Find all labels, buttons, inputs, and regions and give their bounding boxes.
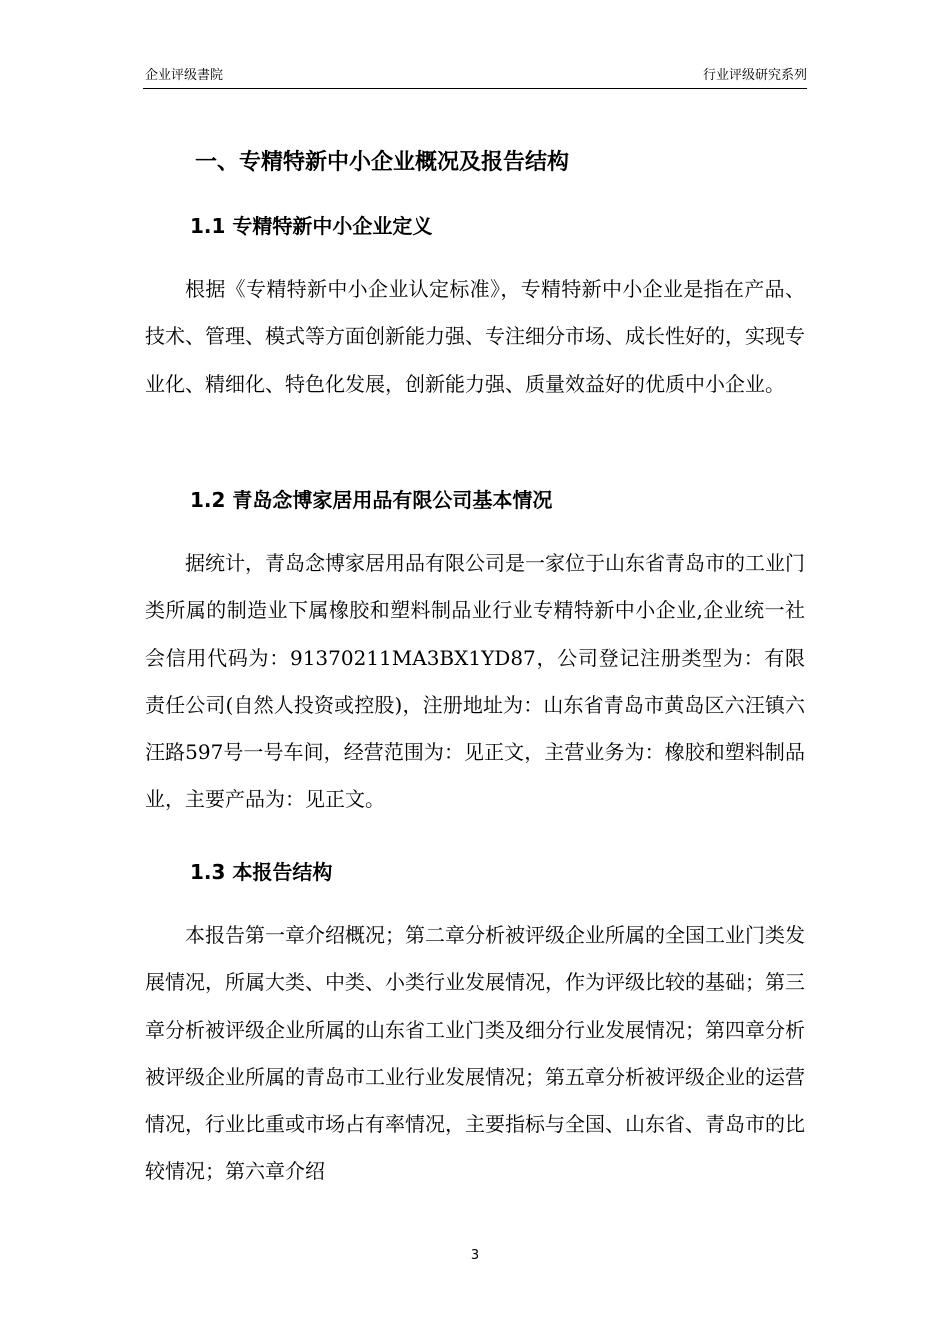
- page-header: [143, 66, 807, 89]
- header-left-title: 企业评级書院: [145, 68, 224, 83]
- header-right-title: 行业评级研究系列: [702, 68, 807, 83]
- section-1-heading: 一、专精特新中小企业概况及报告结构: [195, 150, 570, 175]
- page-number: 3: [470, 1248, 480, 1263]
- section-1-1-paragraph: 根据《专精特新中小企业认定标准》，专精特新中小企业是指在产品、技术、管理、模式等方面创新能力强、专注细分市场、成长性好的，实现专业化、精细化、特色化发展，创新能力强、质量效益好的优质中小企业。: [145, 277, 805, 396]
- section-1-2-heading: 1.2 青岛念博家居用品有限公司基本情况: [190, 488, 553, 512]
- section-1-3-paragraph: 本报告第一章介绍概况；第二章分析被评级企业所属的全国工业门类发展情况，所属大类、中类、小类行业发展情况，作为评级比较的基础；第三章分析被评级企业所属的山东省工业门类及细分行业发展情况；第四章分析被评级企业所属的青岛市工业行业发展情况；第五章分析被评级企业的运营情况，行业比重或市场占有率情况，主要指标与全国、山东省、青岛市的比较情况；第六章介绍: [145, 923, 805, 1184]
- section-1-2-paragraph: 据统计，青岛念博家居用品有限公司是一家位于山东省青岛市的工业门类所属的制造业下属橡胶和塑料制品业行业专精特新中小企业,企业统一社会信用代码为：91370211MA3BX1YD87，公司登记注册类型为：有限责任公司(自然人投资或控股)，注册地址为：山东省青岛市黄岛区六汪镇六汪路597号一号车间，经营范围为：见正文，主营业务为：橡胶和塑料制品业，主要产品为：见正文。: [145, 551, 805, 812]
- section-1-3-heading: 1.3 本报告结构: [190, 860, 333, 884]
- section-1-1-heading: 1.1 专精特新中小企业定义: [190, 214, 433, 238]
